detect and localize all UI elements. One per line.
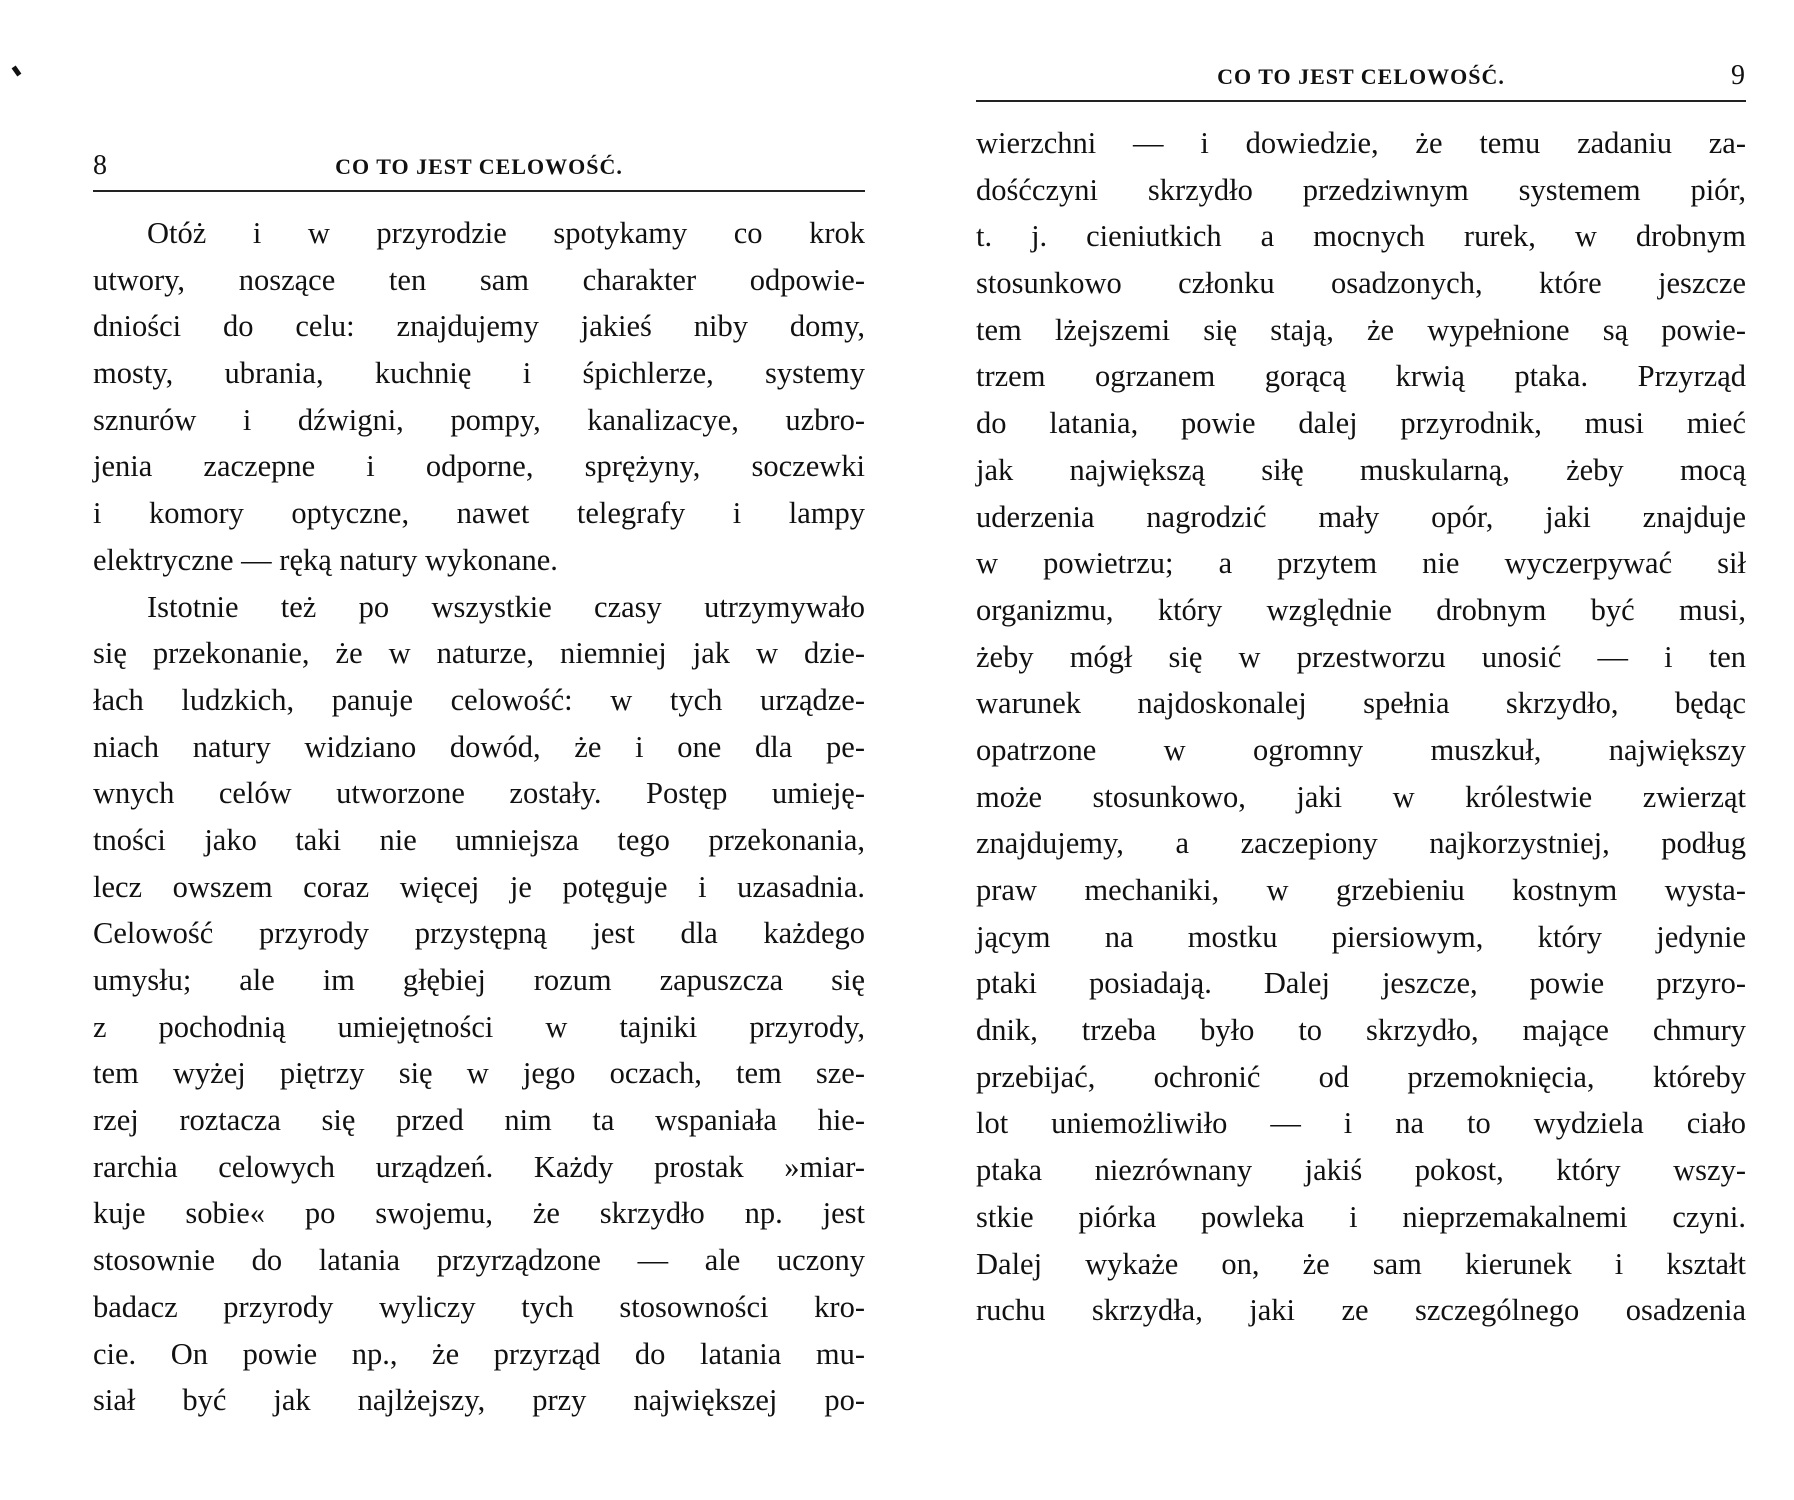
text-line: sznurów i dźwigni, pompy, kanalizacye, uzbro- — [93, 402, 865, 437]
text-line: niach natury widziano dowód, że i one dla pe- — [93, 729, 865, 764]
page-number: 8 — [93, 150, 108, 181]
text-line: i komory optyczne, nawet telegrafy i lampy — [93, 496, 865, 531]
text-line: dniości do celu: znajdujemy jakieś niby domy, — [93, 309, 865, 344]
text-line: siał być jak najlżejszy, przy największej po- — [93, 1383, 865, 1418]
text-line: jącym na mostku piersiowym, który jedynie — [976, 919, 1746, 954]
page-number: 9 — [1731, 60, 1746, 91]
text-line: z pochodnią umiejętności w tajniki przyrody, — [93, 1009, 865, 1044]
text-line: kuje sobie« po swojemu, że skrzydło np. jest — [93, 1196, 865, 1231]
text-line: uderzenia nagrodzić mały opór, jaki znajduje — [976, 499, 1746, 534]
text-line: w powietrzu; a przytem nie wyczerpywać sił — [976, 546, 1746, 581]
text-line: Celowość przyrody przystępną jest dla każdego — [93, 916, 865, 951]
text-line: Otóż i w przyrodzie spotykamy co krok — [147, 216, 865, 250]
text-line: tności jako taki nie umniejsza tego przekonania, — [93, 822, 865, 857]
text-line: stosownie do latania przyrządzone — ale uczony — [93, 1243, 865, 1278]
text-line: dnik, trzeba było to skrzydło, mające chmury — [976, 1013, 1746, 1048]
text-line: utwory, noszące ten sam charakter odpowie- — [93, 262, 865, 297]
text-line: Dalej wykaże on, że sam kierunek i kształt — [976, 1246, 1746, 1281]
left-page-body — [93, 210, 865, 1424]
text-line: jenia zaczepne i odporne, sprężyny, soczewki — [93, 449, 865, 484]
text-line: się przekonanie, że w naturze, niemniej jak w dzie- — [93, 636, 865, 671]
text-line: znajdujemy, a zaczepiony najkorzystniej, podług — [976, 826, 1746, 861]
text-line: ruchu skrzydła, jaki ze szczególnego osadzenia — [976, 1293, 1746, 1328]
text-line: badacz przyrody wyliczy tych stosowności kro- — [93, 1289, 865, 1324]
text-line: t. j. cieniutkich a mocnych rurek, w drobnym — [976, 219, 1746, 254]
text-line: lot uniemożliwiło — i na to wydziela ciało — [976, 1106, 1746, 1141]
text-line: łach ludzkich, panuje celowość: w tych urządze- — [93, 682, 865, 717]
text-line: przebijać, ochronić od przemoknięcia, któreby — [976, 1059, 1746, 1094]
text-line: dośćczyni skrzydło przedziwnym systemem piór, — [976, 172, 1746, 207]
text-line: żeby mógł się w przestworzu unosić — i ten — [976, 639, 1746, 674]
text-line: do latania, powie dalej przyrodnik, musi mieć — [976, 406, 1746, 441]
text-line: mosty, ubrania, kuchnię i śpichlerze, systemy — [93, 356, 865, 391]
text-line: rzej roztacza się przed nim ta wspaniała hie- — [93, 1103, 865, 1138]
text-line: organizmu, który względnie drobnym być musi, — [976, 592, 1746, 627]
scan-speck — [12, 65, 22, 76]
text-line: stkie piórka powleka i nieprzemakalnemi czyni. — [976, 1199, 1746, 1234]
text-line: opatrzone w ogromny muszkuł, największy — [976, 732, 1746, 767]
text-line: tem wyżej piętrzy się w jego oczach, tem sze- — [93, 1056, 865, 1091]
left-page — [93, 150, 865, 1424]
text-line: warunek najdoskonalej spełnia skrzydło, będąc — [976, 686, 1746, 721]
right-page — [976, 60, 1746, 1334]
text-line: stosunkowo członku osadzonych, które jeszcze — [976, 266, 1746, 301]
left-page-header — [93, 150, 865, 184]
right-page-body — [976, 120, 1746, 1334]
header-rule — [93, 190, 865, 192]
text-line: Istotnie też po wszystkie czasy utrzymywało — [147, 589, 865, 624]
text-line: praw mechaniki, w grzebieniu kostnym wysta- — [976, 873, 1746, 907]
text-line: cie. On powie np., że przyrząd do latania mu- — [93, 1336, 865, 1371]
right-page-header — [976, 60, 1746, 94]
running-head: CO TO JEST CELOWOŚĆ. — [335, 154, 623, 179]
running-head: CO TO JEST CELOWOŚĆ. — [1217, 64, 1505, 89]
text-line: jak największą siłę muskularną, żeby mocą — [976, 452, 1746, 487]
text-line: rarchia celowych urządzeń. Każdy prostak »miar- — [93, 1149, 865, 1184]
text-line: wnych celów utworzone zostały. Postęp umieję- — [93, 776, 865, 811]
text-line: wierzchni — i dowiedzie, że temu zadaniu za- — [976, 126, 1746, 160]
header-rule — [976, 100, 1746, 102]
text-line: lecz owszem coraz więcej je potęguje i uzasadnia. — [93, 869, 865, 904]
text-line: elektryczne — ręką natury wykonane. — [93, 542, 558, 577]
text-line: tem lżejszemi się stają, że wypełnione są powie- — [976, 312, 1746, 347]
text-line: może stosunkowo, jaki w królestwie zwierząt — [976, 779, 1746, 814]
text-line: ptaka niezrównany jakiś pokost, który wszy- — [976, 1153, 1746, 1188]
text-line: ptaki posiadają. Dalej jeszcze, powie przyro- — [976, 966, 1746, 1001]
text-line: umysłu; ale im głębiej rozum zapuszcza się — [93, 963, 865, 997]
text-line: trzem ogrzanem gorącą krwią ptaka. Przyrząd — [976, 359, 1746, 394]
